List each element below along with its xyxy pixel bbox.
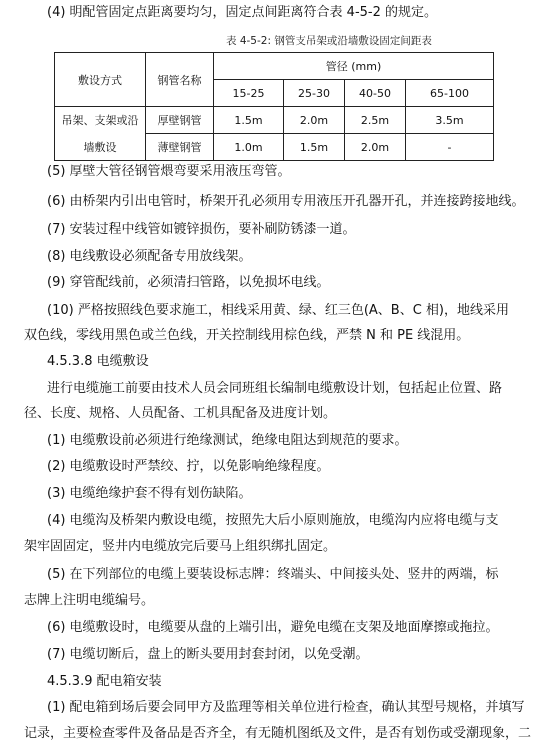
spacing-cell: - (406, 134, 494, 161)
paragraph-line: (5) 厚壁大管径钢管煨弯要采用液压弯管。 (47, 164, 291, 179)
pipe-name-cell: 厚壁钢管 (146, 107, 214, 134)
spacing-cell: 2.0m (284, 107, 345, 134)
diameter-header-cell: 40-50 (345, 80, 406, 107)
paragraph-line: (8) 电线敷设必须配备专用放线架。 (47, 249, 252, 264)
spacing-cell: 1.5m (214, 107, 284, 134)
table-caption: 表 4-5-2: 钢管支吊架或沿墙敷设固定间距表 (226, 35, 432, 47)
section-heading: 4.5.3.8 电缆敷设 (47, 354, 149, 369)
paragraph-line: (10) 严格按照线色要求施工，相线采用黄、绿、红三色(A、B、C 相)，地线采用 (47, 303, 509, 318)
header-pipe-name: 钢管名称 (146, 53, 214, 107)
paragraph-line: 径、长度、规格、人员配备、工机具配备及进度计划。 (24, 406, 337, 421)
pipe-name-cell: 薄壁钢管 (146, 134, 214, 161)
paragraph-line: (2) 电缆敷设时严禁绞、拧，以免影响绝缘程度。 (47, 459, 330, 474)
paragraph-line: (3) 电缆绝缘护套不得有划伤缺陷。 (47, 486, 252, 501)
spacing-cell: 2.0m (345, 134, 406, 161)
header-diameter: 管径 (mm) (214, 53, 494, 80)
method-cell-line2: 墙敷设 (55, 134, 146, 161)
diameter-header-cell: 15-25 (214, 80, 284, 107)
spacing-cell: 1.0m (214, 134, 284, 161)
paragraph-line: (4) 电缆沟及桥架内敷设电缆，按照先大后小原则施放，电缆沟内应将电缆与支 (47, 513, 499, 528)
diameter-header-cell: 65-100 (406, 80, 494, 107)
paragraph-line: (1) 配电箱到场后要会同甲方及监理等相关单位进行检查，确认其型号规格，并填写 (47, 700, 525, 715)
paragraph-line: (5) 在下列部位的电缆上要装设标志牌：终端头、中间接头处、竖井的两端，标 (47, 567, 499, 582)
section-heading: 4.5.3.9 配电箱安装 (47, 674, 162, 689)
spacing-cell: 3.5m (406, 107, 494, 134)
table-row (55, 134, 494, 161)
paragraph-line: 志牌上注明电缆编号。 (24, 593, 155, 608)
spacing-cell: 2.5m (345, 107, 406, 134)
paragraph-line: (1) 电缆敷设前必须进行绝缘测试，绝缘电阻达到规范的要求。 (47, 433, 408, 448)
paragraph-line: 进行电缆施工前要由技术人员会同班组长编制电缆敷设计划，包括起止位置、路 (47, 381, 503, 396)
paragraph-line: 架牢固固定，竖井内电缆放完后要马上组织绑扎固定。 (24, 539, 337, 554)
paragraph-line: 双色线，零线用黑色或兰色线，开关控制线用棕色线，严禁 N 和 PE 线混用。 (24, 328, 470, 343)
method-cell-line1: 吊架、支架或沿 (55, 107, 146, 134)
paragraph-line: (7) 电缆切断后，盘上的断头要用封套封闭，以免受潮。 (47, 647, 369, 662)
diameter-header-cell: 25-30 (284, 80, 345, 107)
paragraph-line: (4) 明配管固定点距离要均匀，固定点间距离符合表 4-5-2 的规定。 (47, 5, 438, 20)
table-row (55, 107, 494, 134)
paragraph-line: (9) 穿管配线前，必须清扫管路，以免损坏电线。 (47, 275, 330, 290)
paragraph-line: 记录，主要检查零件及备品是否齐全，有无随机图纸及文件，是否有划伤或受潮现象，二 (24, 726, 532, 741)
header-method: 敷设方式 (55, 53, 146, 107)
paragraph-line: (7) 安装过程中线管如镀锌损伤，要补刷防锈漆一道。 (47, 222, 356, 237)
paragraph-line: (6) 电缆敷设时，电缆要从盘的上端引出，避免电缆在支架及地面摩擦或拖拉。 (47, 620, 499, 635)
spacing-cell: 1.5m (284, 134, 345, 161)
paragraph-line: (6) 由桥架内引出电管时，桥架开孔必须用专用液压开孔器开孔，并连接跨接地线。 (47, 194, 525, 209)
spacing-table (54, 52, 494, 161)
